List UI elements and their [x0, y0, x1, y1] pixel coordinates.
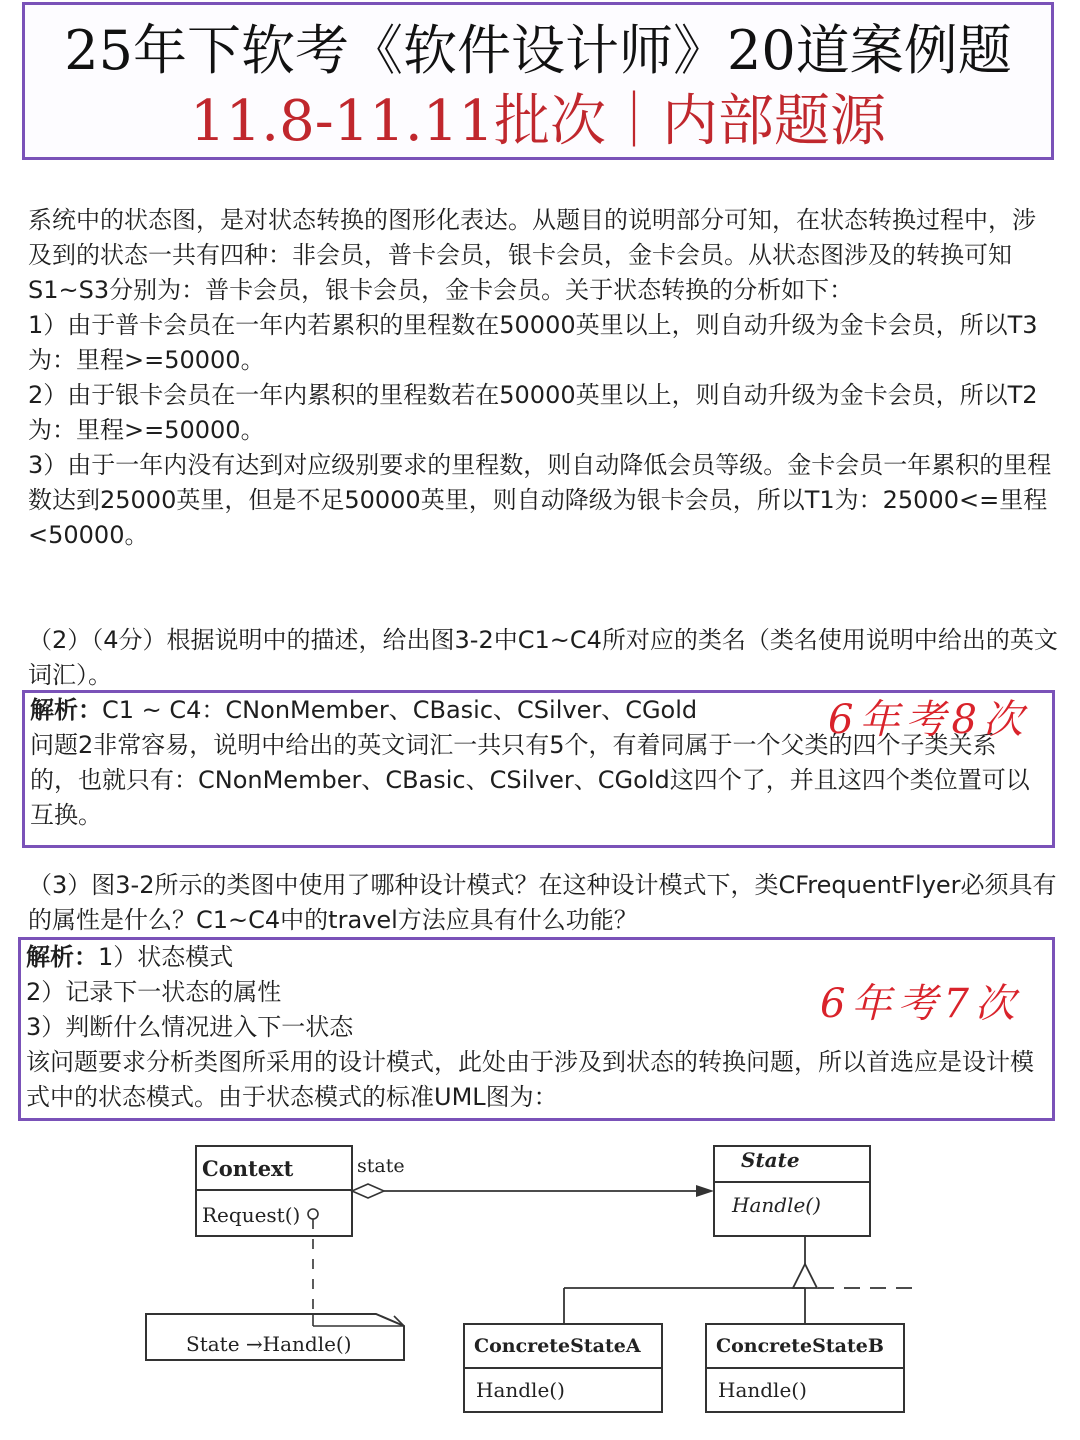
- answer-3-line-1: 1）状态模式: [98, 943, 234, 971]
- association-label: state: [357, 1155, 405, 1177]
- title-banner: [22, 2, 1054, 160]
- answer-3-line-3: 3）判断什么情况进入下一状态: [26, 1013, 354, 1041]
- context-class-name: Context: [202, 1156, 294, 1181]
- note-box: [146, 1314, 404, 1360]
- context-method: Request(): [202, 1203, 301, 1227]
- intro-section: [28, 203, 1058, 553]
- answer-3-body: 该问题要求分析类图所采用的设计模式，此处由于涉及到状态的转换问题，所以首选应是设计模式中的状态模式。由于状态模式的标准UML图为：: [26, 1048, 1034, 1111]
- answer-2-head: C1 ~ C4：CNonMember、CBasic、CSilver、CGold: [102, 696, 698, 724]
- state-method: Handle(): [732, 1193, 821, 1217]
- note-text: State →Handle(): [186, 1332, 352, 1356]
- page-subtitle: 11.8-11.11批次｜内部题源: [190, 89, 886, 154]
- question-2: [28, 623, 1058, 693]
- answer-box-3: [18, 937, 1055, 1121]
- concrete-state-a-class: [464, 1324, 662, 1412]
- handwritten-note-3: 6年考7次: [820, 981, 1021, 1027]
- question-2-text: （2）（4分）根据说明中的描述，给出图3-2中C1~C4所对应的类名（类名使用说明中给出的英文词汇）。: [28, 626, 1058, 689]
- answer-label: 解析：: [26, 943, 98, 971]
- inheritance-lines: [564, 1236, 920, 1324]
- answer-2-body: 问题2非常容易，说明中给出的英文词汇一共只有5个，有着同属于一个父类的四个子类关系的，也就只有：CNonMember、CBasic、CSilver、CGold这四个了，并且这四个类位置可以互换。: [30, 731, 1030, 829]
- intro-item-3: 3）由于一年内没有达到对应级别要求的里程数，则自动降低会员等级。金卡会员一年累积的里程数达到25000英里，但是不足50000英里，则自动降级为银卡会员，所以T1为：25000<=里程<50000。: [28, 451, 1052, 549]
- concrete-state-b-name: ConcreteStateB: [716, 1335, 884, 1357]
- state-pattern-uml-diagram: [130, 1138, 930, 1428]
- concrete-state-b-class: [706, 1324, 904, 1412]
- page-title: 25年下软考《软件设计师》20道案例题: [64, 19, 1012, 82]
- intro-paragraph: 系统中的状态图，是对状态转换的图形化表达。从题目的说明部分可知，在状态转换过程中，涉及到的状态一共有四种：非会员，普卡会员，银卡会员，金卡会员。从状态图涉及的转换可知S1~S3分别为：普卡会员，银卡会员，金卡会员。关于状态转换的分析如下：: [28, 206, 1036, 304]
- state-class-name: State: [741, 1148, 800, 1172]
- concrete-state-a-method: Handle(): [476, 1378, 565, 1402]
- concrete-state-a-name: ConcreteStateA: [474, 1335, 641, 1357]
- intro-item-2: 2）由于银卡会员在一年内累积的里程数若在50000英里以上，则自动升级为金卡会员，所以T2为：里程>=50000。: [28, 381, 1038, 444]
- handwritten-note-2: 6年考8次: [828, 697, 1029, 743]
- state-association: [352, 1155, 714, 1198]
- answer-label: 解析：: [30, 696, 102, 724]
- state-class: [714, 1146, 870, 1236]
- intro-item-1: 1）由于普卡会员在一年内若累积的里程数在50000英里以上，则自动升级为金卡会员，所以T3为：里程>=50000。: [28, 311, 1038, 374]
- question-3-text: （3）图3-2所示的类图中使用了哪种设计模式？在这种设计模式下，类CFrequentFlyer必须具有的属性是什么？C1~C4中的travel方法应具有什么功能？: [28, 871, 1057, 934]
- context-class: [196, 1146, 352, 1236]
- concrete-state-b-method: Handle(): [718, 1378, 807, 1402]
- question-3: [28, 868, 1058, 938]
- answer-3-line-2: 2）记录下一状态的属性: [26, 978, 282, 1006]
